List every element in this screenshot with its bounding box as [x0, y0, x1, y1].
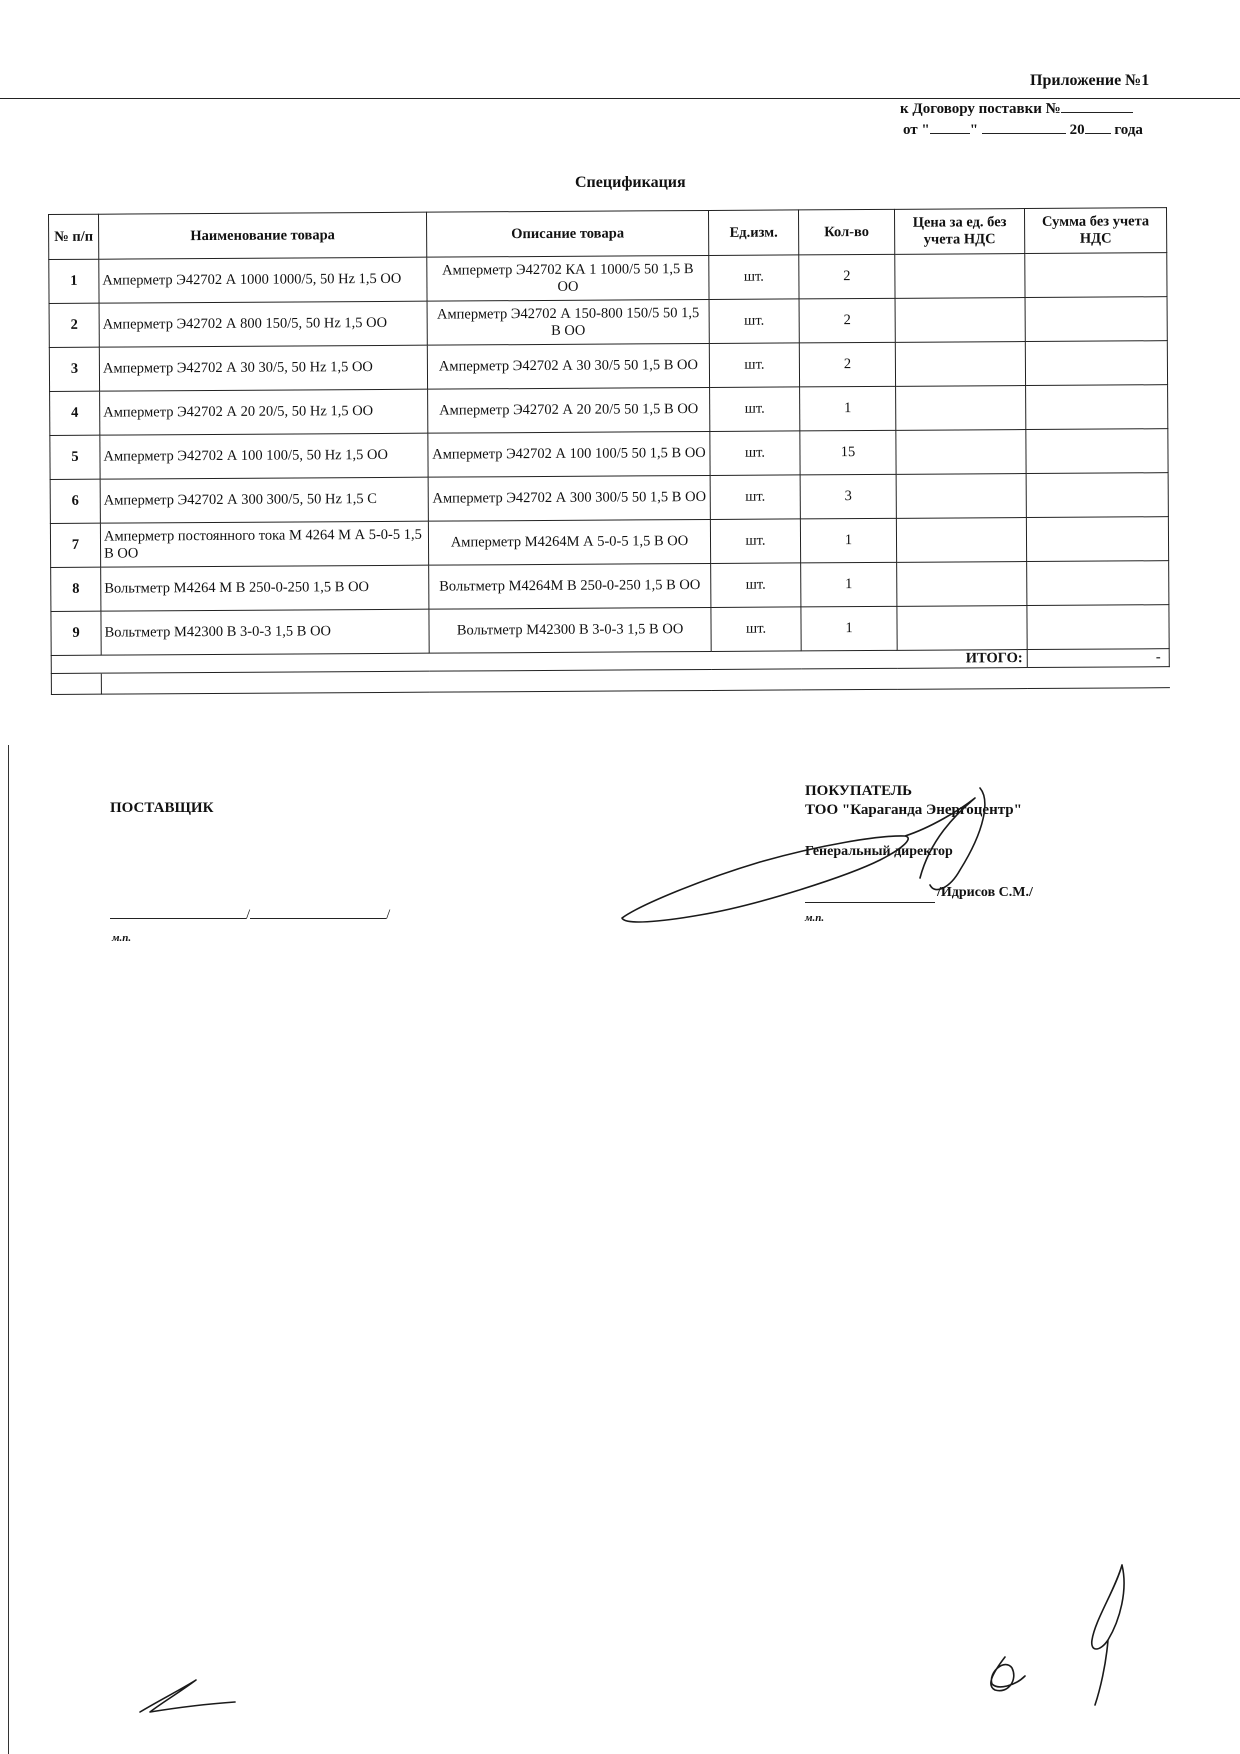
row-num: 7	[50, 523, 100, 567]
row-price	[895, 254, 1025, 299]
row-desc: Амперметр Э42702 А 20 20/5 50 1,5 В ОО	[428, 387, 710, 433]
table-row	[51, 605, 1169, 656]
spec-table	[48, 207, 1170, 695]
row-qty: 2	[799, 342, 895, 387]
spec-title: Спецификация	[575, 174, 686, 191]
row-sum	[1026, 517, 1168, 562]
table-row	[50, 385, 1168, 436]
row-sum	[1026, 385, 1168, 430]
page-initial-icon	[991, 1657, 1025, 1691]
row-price	[896, 474, 1026, 519]
row-num: 2	[49, 303, 99, 347]
row-price	[896, 386, 1026, 431]
row-num: 9	[51, 611, 101, 655]
buyer-label: ПОКУПАТЕЛЬ	[805, 783, 913, 799]
buyer-stamp-label: м.п.	[805, 912, 825, 924]
contract-prefix: к Договору поставки №	[900, 101, 1061, 117]
table-row	[50, 429, 1168, 480]
date-suffix: года	[1114, 122, 1143, 138]
table-header-row	[49, 208, 1167, 260]
row-desc: Амперметр Э42702 А 100 100/5 50 1,5 В ОО	[428, 431, 710, 477]
row-unit: шт.	[710, 387, 800, 432]
table-row	[50, 517, 1168, 568]
row-sum	[1025, 297, 1167, 342]
row-name: Амперметр Э42702 А 30 30/5, 50 Hz 1,5 ОО	[99, 345, 427, 391]
row-price	[896, 430, 1026, 475]
row-qty: 1	[800, 386, 896, 431]
row-unit: шт.	[709, 299, 799, 344]
col-num-header: № п/п	[49, 214, 99, 259]
supplier-slash: /	[246, 907, 251, 923]
supplier-sign-blank	[110, 904, 246, 919]
row-unit: шт.	[710, 519, 800, 564]
date-day-blank	[930, 119, 970, 134]
total-label: ИТОГО:	[101, 650, 1027, 674]
col-unit-header: Ед.изм.	[708, 210, 798, 256]
annex-title: Приложение №1	[1030, 72, 1150, 89]
row-price	[895, 342, 1025, 387]
row-sum	[1027, 605, 1169, 650]
row-qty: 3	[800, 474, 896, 519]
row-price	[896, 518, 1026, 563]
row-desc: Амперметр Э42702 КА 1 1000/5 50 1,5 В ОО	[427, 255, 709, 301]
row-name: Вольтметр М42300 В 3-0-3 1,5 В ОО	[101, 609, 429, 655]
page-initial-icon	[1092, 1565, 1124, 1705]
date-year: 20	[1069, 122, 1085, 138]
col-name-header: Наименование товара	[99, 212, 427, 259]
contract-date	[903, 119, 1143, 139]
row-name: Амперметр Э42702 А 800 150/5, 50 Hz 1,5 ОО	[99, 301, 427, 347]
binding-margin-line	[8, 745, 9, 1754]
col-sum-header: Сумма без учета НДС	[1024, 208, 1166, 254]
row-desc: Амперметр Э42702 А 150-800 150/5 50 1,5 В ОО	[427, 299, 709, 345]
row-name: Вольтметр М4264 М В 250-0-250 1,5 В ОО	[101, 565, 429, 611]
date-quote: "	[969, 122, 979, 138]
row-sum	[1025, 253, 1167, 298]
row-sum	[1026, 429, 1168, 474]
row-sum	[1026, 473, 1168, 518]
row-num: 3	[49, 347, 99, 391]
buyer-organization: ТОО "Караганда Энергоцентр"	[805, 802, 1022, 818]
row-sum	[1025, 341, 1167, 386]
row-price	[895, 298, 1025, 343]
date-prefix: от "	[903, 122, 930, 138]
table-row	[49, 341, 1167, 392]
date-year-blank	[1085, 119, 1111, 134]
row-desc: Амперметр М4264М А 5-0-5 1,5 В ОО	[428, 519, 710, 565]
table-row	[49, 297, 1167, 348]
contract-reference	[900, 98, 1133, 118]
row-qty: 1	[801, 606, 897, 651]
row-price	[897, 606, 1027, 651]
total-value: -	[1027, 649, 1169, 668]
row-unit: шт.	[710, 431, 800, 476]
supplier-label: ПОСТАВЩИК	[110, 800, 214, 816]
total-spacer	[51, 655, 101, 673]
row-num: 5	[50, 435, 100, 479]
page-initial-icon	[140, 1680, 235, 1712]
buyer-signatory-name: /Идрисов С.М./	[937, 885, 1033, 900]
row-sum	[1027, 561, 1169, 606]
row-unit: шт.	[711, 563, 801, 608]
row-name: Амперметр Э42702 А 300 300/5, 50 Hz 1,5 С	[100, 477, 428, 523]
col-price-header: Цена за ед. без учета НДС	[894, 209, 1024, 255]
row-unit: шт.	[709, 255, 799, 300]
supplier-name-blank	[250, 904, 386, 919]
row-desc: Амперметр Э42702 А 300 300/5 50 1,5 В ОО	[428, 475, 710, 521]
row-name: Амперметр постоянного тока М 4264 М А 5-0-5 1,5 В ОО	[100, 521, 428, 567]
supplier-stamp-label: м.п.	[112, 932, 132, 944]
row-num: 1	[49, 259, 99, 303]
col-qty-header: Кол-во	[798, 209, 894, 255]
row-qty: 2	[799, 254, 895, 299]
row-name: Амперметр Э42702 А 20 20/5, 50 Hz 1,5 ОО	[100, 389, 428, 435]
row-desc: Вольтметр М42300 В 3-0-3 1,5 В ОО	[429, 607, 711, 653]
table-row	[51, 561, 1169, 612]
row-num: 4	[50, 391, 100, 435]
col-desc-header: Описание товара	[426, 210, 708, 257]
row-desc: Вольтметр М4264М В 250-0-250 1,5 В ОО	[429, 563, 711, 609]
row-unit: шт.	[710, 475, 800, 520]
row-num: 6	[50, 479, 100, 523]
table-row	[50, 473, 1168, 524]
table-row	[49, 253, 1167, 304]
contract-number-blank	[1061, 98, 1133, 113]
row-num: 8	[51, 567, 101, 611]
row-name: Амперметр Э42702 А 1000 1000/5, 50 Hz 1,5 ОО	[99, 257, 427, 303]
buyer-signature-line	[805, 902, 935, 903]
row-qty: 15	[800, 430, 896, 475]
row-qty: 1	[800, 518, 896, 563]
row-price	[897, 562, 1027, 607]
blank-cell	[51, 673, 101, 694]
row-unit: шт.	[711, 607, 801, 652]
row-desc: Амперметр Э42702 А 30 30/5 50 1,5 В ОО	[427, 343, 709, 389]
row-unit: шт.	[709, 343, 799, 388]
row-qty: 2	[799, 298, 895, 343]
supplier-signature-line	[110, 904, 390, 924]
buyer-role: Генеральный директор	[805, 844, 953, 859]
supplier-slash: /	[386, 907, 391, 923]
row-qty: 1	[801, 562, 897, 607]
date-month-blank	[982, 119, 1066, 134]
row-name: Амперметр Э42702 А 100 100/5, 50 Hz 1,5 ОО	[100, 433, 428, 479]
